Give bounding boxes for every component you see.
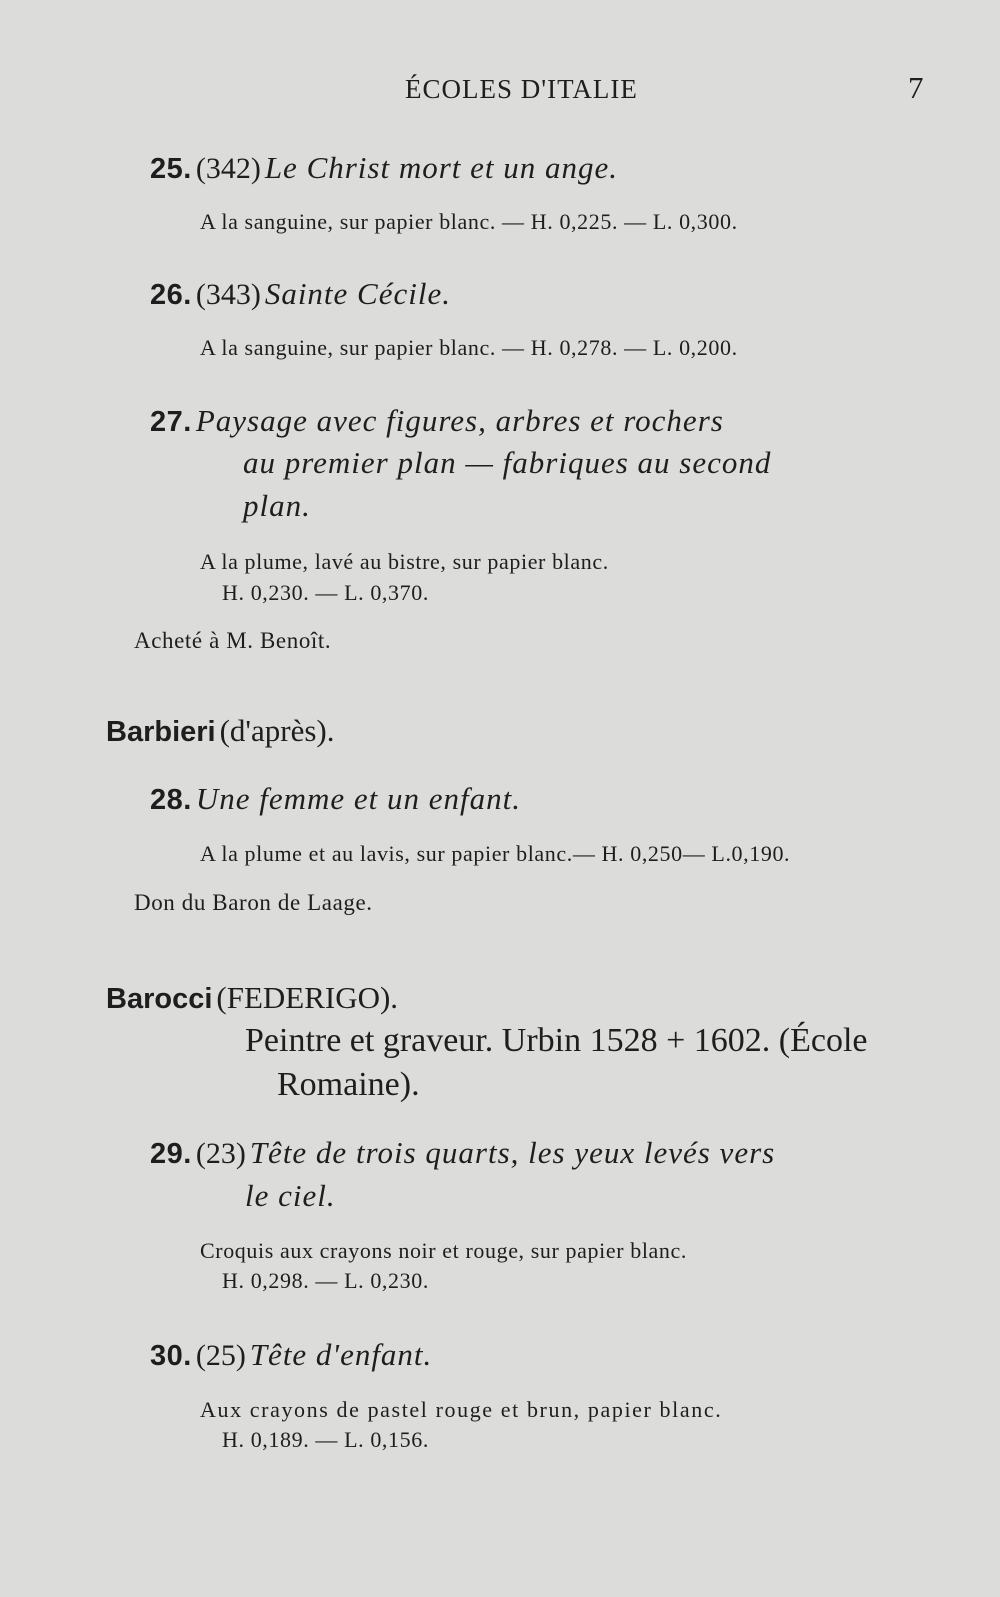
artwork-title: Sainte Cécile. (264, 276, 451, 311)
provenance-note: Don du Baron de Laage. (134, 890, 373, 915)
artwork-title: Le Christ mort et un ange. (264, 150, 619, 185)
entry-28-heading (150, 781, 521, 817)
artwork-title: Tête d'enfant. (249, 1337, 433, 1372)
inventory-ref: (343) (195, 278, 261, 311)
entry-25-description: A la sanguine, sur papier blanc. — H. 0,225. — L. 0,300. (200, 209, 738, 234)
entry-27-heading (150, 403, 724, 439)
entry-30-dimensions: H. 0,189. — L. 0,156. (222, 1427, 429, 1452)
running-header: ÉCOLES D'ITALIE (405, 74, 638, 104)
entry-27-dimensions: H. 0,230. — L. 0,370. (222, 580, 429, 605)
entry-29-dimensions: H. 0,298. — L. 0,230. (222, 1268, 429, 1293)
inventory-ref: (342) (195, 152, 261, 185)
entry-number: 30. (150, 1340, 192, 1372)
entry-29-heading (150, 1135, 775, 1171)
entry-28-description: A la plume et au lavis, sur papier blanc.— H. 0,250— L.0,190. (200, 841, 791, 866)
provenance-note: Acheté à M. Benoît. (134, 628, 332, 653)
entry-number: 27. (150, 406, 192, 438)
artist-qualifier: (d'après). (219, 713, 335, 748)
artist-heading-barocci (106, 980, 398, 1016)
entry-30-description: Aux crayons de pastel rouge et brun, papier blanc. (200, 1397, 723, 1422)
entry-number: 28. (150, 784, 192, 816)
entry-26-heading (150, 276, 451, 312)
artwork-title-continued: plan. (243, 488, 311, 523)
entry-number: 26. (150, 279, 192, 311)
artist-heading-barbieri (106, 713, 335, 749)
inventory-ref: (25) (195, 1339, 246, 1372)
artist-name: Barbieri (106, 716, 216, 748)
entry-number: 29. (150, 1138, 192, 1170)
entry-26-description: A la sanguine, sur papier blanc. — H. 0,278. — L. 0,200. (200, 335, 738, 360)
page-number: 7 (908, 70, 924, 105)
entry-29-description: Croquis aux crayons noir et rouge, sur papier blanc. (200, 1238, 687, 1263)
artwork-title-continued: au premier plan — fabriques au second (243, 445, 772, 480)
entry-30-heading (150, 1337, 432, 1373)
entry-27-description: A la plume, lavé au bistre, sur papier blanc. (200, 549, 609, 574)
artwork-title-continued: le ciel. (245, 1178, 336, 1213)
inventory-ref: (23) (195, 1137, 246, 1170)
artwork-title: Une femme et un enfant. (195, 781, 521, 816)
artist-name: Barocci (106, 983, 213, 1015)
artist-forename: (FEDERIGO). (216, 980, 399, 1015)
entry-25-heading (150, 150, 618, 186)
artist-biography-continued: Romaine). (277, 1066, 420, 1103)
artwork-title: Tête de trois quarts, les yeux levés vers (249, 1135, 776, 1170)
artwork-title: Paysage avec figures, arbres et rochers (195, 403, 724, 438)
entry-number: 25. (150, 153, 192, 185)
artist-biography: Peintre et graveur. Urbin 1528 + 1602. (École (245, 1022, 868, 1059)
